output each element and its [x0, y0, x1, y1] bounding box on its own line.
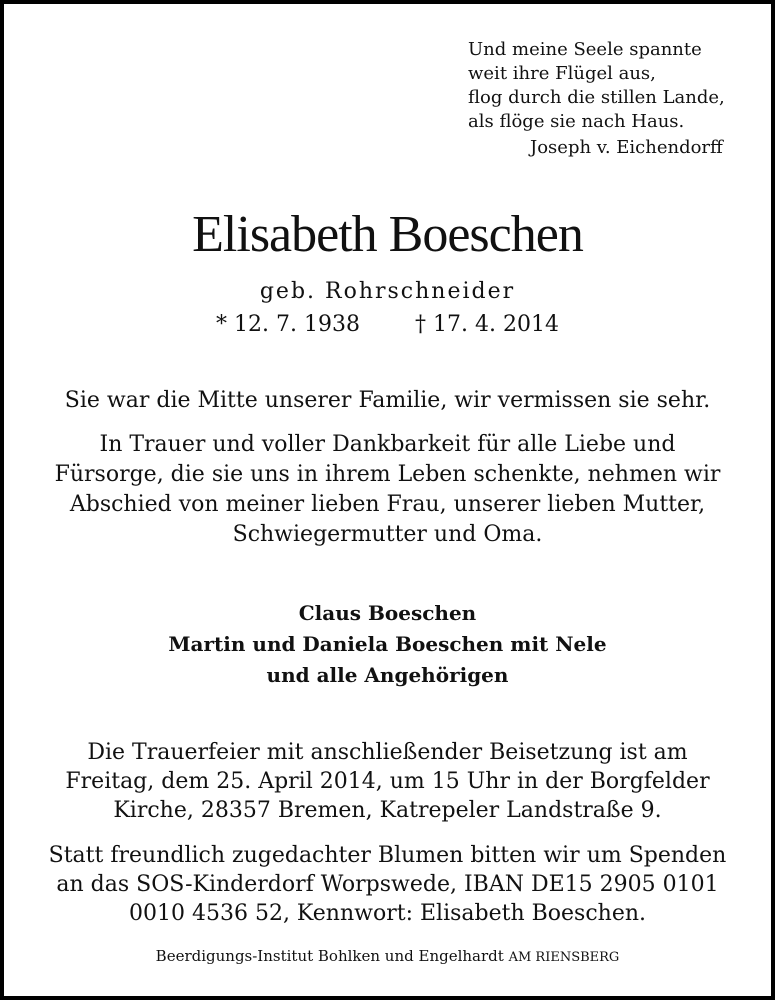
- funeral-home-location: AM RIENSBERG: [508, 950, 620, 965]
- mourner: Claus Boeschen: [298, 601, 477, 625]
- donation-line: Statt freundlich zugedachter Blumen bitten wir um Spenden: [48, 843, 727, 868]
- donation-info: [24, 841, 751, 928]
- service-line: Die Trauerfeier mit anschließender Beisetzung ist am: [87, 740, 688, 765]
- birth-name: geb. Rohrschneider: [259, 279, 516, 304]
- funeral-home-name: Beerdigungs-Institut Bohlken und Engelhardt: [155, 947, 504, 965]
- donation-line: 0010 4536 52, Kennwort: Elisabeth Boeschen.: [128, 901, 647, 926]
- message-line: In Trauer und voller Dankbarkeit für alle Liebe und: [99, 432, 676, 457]
- mourners-list: [4, 598, 771, 691]
- intro-line: Sie war die Mitte unserer Familie, wir vermissen sie sehr.: [64, 388, 711, 413]
- message-line: Schwiegermutter und Oma.: [232, 522, 543, 547]
- donation-line: an das SOS-Kinderdorf Worpswede, IBAN DE15 2905 0101: [56, 872, 719, 897]
- service-line: Kirche, 28357 Bremen, Katrepeler Landstraße 9.: [113, 798, 662, 823]
- service-info: [24, 738, 751, 825]
- poem-quote: [468, 38, 725, 160]
- mourner: Martin und Daniela Boeschen mit Nele: [168, 632, 607, 656]
- poem-line: Und meine Seele spannte: [468, 39, 702, 60]
- service-line: Freitag, dem 25. April 2014, um 15 Uhr in der Borgfelder: [65, 769, 710, 794]
- mourner: und alle Angehörigen: [266, 663, 509, 687]
- poem-line: weit ihre Flügel aus,: [468, 63, 656, 84]
- life-dates: [4, 310, 771, 340]
- funeral-home: [4, 946, 771, 968]
- poem-author: Joseph v. Eichendorff: [530, 137, 723, 158]
- poem-line: als flöge sie nach Haus.: [468, 111, 685, 132]
- poem-line: flog durch die stillen Lande,: [468, 87, 725, 108]
- birth-date: * 12. 7. 1938: [216, 312, 360, 337]
- message-line: Abschied von meiner lieben Frau, unserer lieben Mutter,: [69, 492, 706, 517]
- intro-message: [24, 386, 751, 416]
- death-date: † 17. 4. 2014: [415, 312, 559, 337]
- message-line: Fürsorge, die sie uns in ihrem Leben schenkte, nehmen wir: [54, 462, 721, 487]
- deceased-name: Elisabeth Boeschen: [192, 206, 583, 263]
- grief-message: [24, 430, 751, 550]
